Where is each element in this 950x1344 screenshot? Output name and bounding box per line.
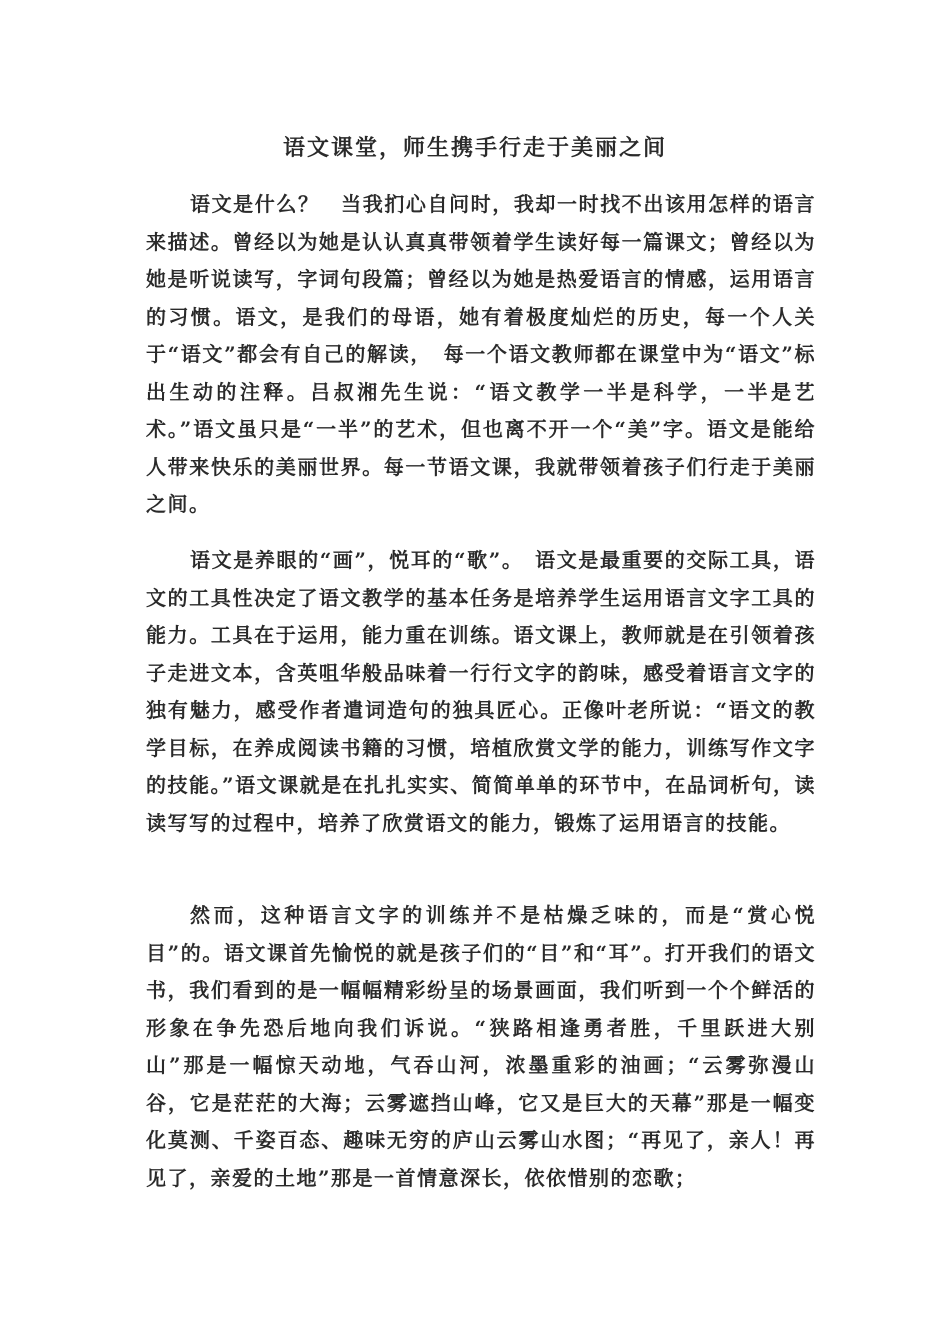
document-title: 语文课堂，师生携手行走于美丽之间 bbox=[282, 135, 667, 161]
paragraph: 语文是什么？ 当我扪心自问时，我却一时找不出该用怎样的语言来描述。曾经以为她是认认真真带领着学生读好每一篇课文；曾经以为她是听说读写，字词句段篇；曾经以为她是热爱语言的情感，运用语言的习惯。语文，是我们的母语，她有着极度灿烂的历史，每一个人关于“语文”都会有自己的解读， 每一个语文教师都在课堂中为“语文”标出生动的注释。吕叔湘先生说：“语文教学一半是科学，一半是艺术。”语文虽只是“一半”的艺术，但也离不开一个“美”字。语文是能给人带来快乐的美丽世界。每一节语文课，我就带领着孩子们行走于美丽之间。 bbox=[146, 192, 816, 516]
paragraph-container-3 bbox=[146, 897, 816, 1197]
paragraph: 语文是养眼的“画”，悦耳的“歌”。 语文是最重要的交际工具，语文的工具性决定了语文教学的基本任务是培养学生运用语言文字工具的能力。工具在于运用，能力重在训练。语文课上，教师就是在引领着孩子走进文本，含英咀华般品味着一行行文字的韵味，感受着语言文字的独有魅力，感受作者遣词造句的独具匠心。正像叶老所说：“语文的教学目标，在养成阅读书籍的习惯，培植欣赏文学的能力，训练写作文字的技能。”语文课就是在扎扎实实、简简单单的环节中，在品词析句，读读写写的过程中，培养了欣赏语文的能力，锻炼了运用语言的技能。 bbox=[146, 548, 816, 835]
paragraph: 然而，这种语言文字的训练并不是枯燥乏味的，而是“赏心悦目”的。语文课首先愉悦的就是孩子们的“目”和“耳”。打开我们的语文书，我们看到的是一幅幅精彩纷呈的场景画面，我们听到一个个鲜活的形象在争先恐后地向我们诉说。“狭路相逢勇者胜，千里跃进大别山”那是一幅惊天动地，气吞山河，浓墨重彩的油画；“云雾弥漫山谷，它是茫茫的大海；云雾遮挡山峰，它又是巨大的天幕”那是一幅变化莫测、千姿百态、趣味无穷的庐山云雾山水图；“再见了，亲人！再见了，亲爱的土地”那是一首情意深长，依依惜别的恋歌； bbox=[146, 903, 816, 1190]
paragraph-container-1 bbox=[146, 186, 816, 524]
paragraph-container-2 bbox=[146, 542, 816, 842]
